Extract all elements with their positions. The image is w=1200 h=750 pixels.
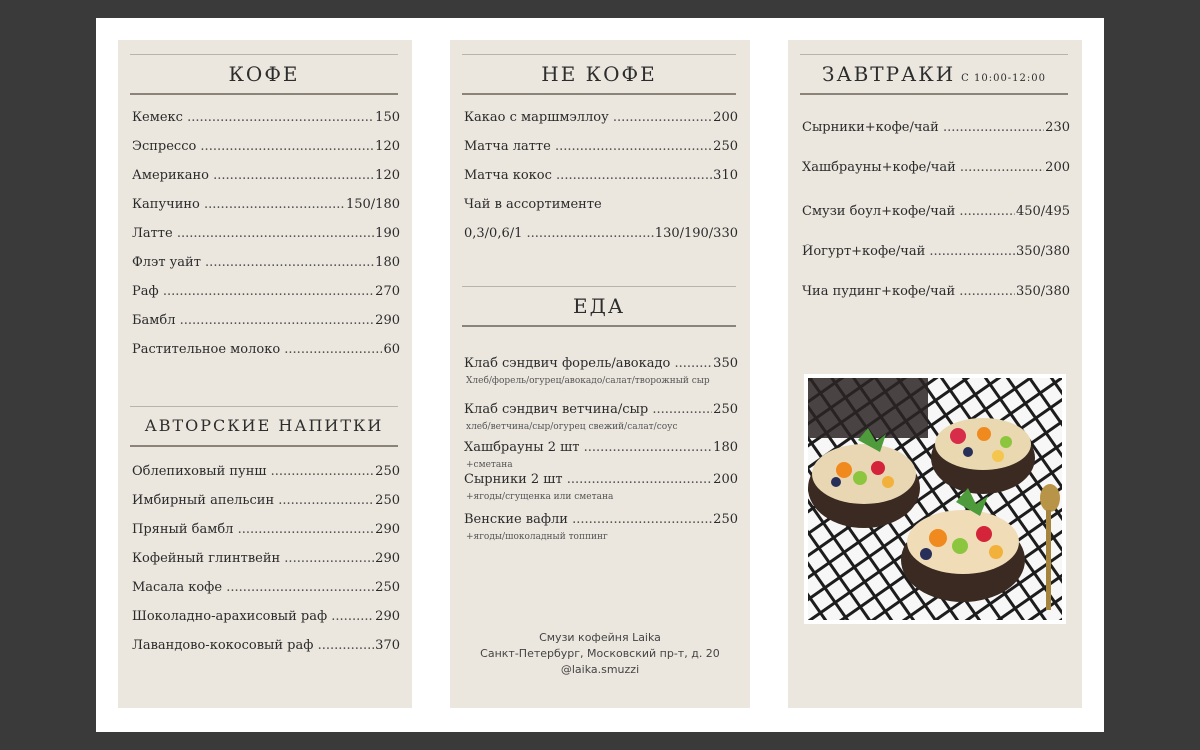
menu-item-desc: Хлеб/форель/огурец/авокадо/салат/творожный сыр (466, 376, 710, 386)
menu-item: Лавандово-кокосовый раф ..... 370 (132, 638, 400, 667)
menu-item: Облепиховый пунш ..... 250 (132, 464, 400, 493)
noncoffee-section-heading (462, 54, 736, 95)
menu-item: Масала кофе ..... 250 (132, 580, 400, 609)
menu-item: Матча кокос ..... 310 (464, 168, 738, 197)
coffee-section-heading (130, 54, 398, 95)
menu-item: Капучино ..... 150/180 (132, 197, 400, 226)
breakfast-hours: С 10:00-12:00 (961, 73, 1047, 84)
menu-item: Йогурт+кофе/чай ..... 350/380 (802, 244, 1070, 284)
menu-item: Имбирный апельсин ..... 250 (132, 493, 400, 522)
smoothie-bowl-photo (804, 374, 1066, 624)
noncoffee-list (464, 110, 738, 255)
menu-panel-noncoffee-food (450, 40, 750, 708)
signature-section-heading (130, 406, 398, 447)
menu-item: Хашбрауны 2 шт ..... 180 (464, 440, 738, 458)
breakfast-section-heading (800, 54, 1068, 95)
signature-title: АВТОРСКИЕ НАПИТКИ (144, 416, 384, 435)
menu-item: Бамбл ..... 290 (132, 313, 400, 342)
menu-item-desc: +сметана (466, 460, 513, 470)
menu-sheet (96, 18, 1104, 732)
menu-item: Кемекс ..... 150 (132, 110, 400, 139)
menu-item: Растительное молоко ..... 60 (132, 342, 400, 371)
breakfast-list (802, 120, 1070, 324)
menu-item: Венские вафли ..... 250 (464, 512, 738, 530)
menu-item: Хашбрауны+кофе/чай ..... 200 (802, 160, 1070, 204)
menu-item-desc: +ягоды/сгущенка или сметана (466, 492, 614, 502)
food-list (464, 356, 738, 544)
food-title: ЕДА (572, 294, 625, 318)
cafe-footer (450, 630, 750, 678)
noncoffee-title: НЕ КОФЕ (541, 62, 657, 86)
menu-item-desc: хлеб/ветчина/сыр/огурец свежий/салат/соус (466, 422, 678, 432)
menu-item-desc: +ягоды/шоколадный топпинг (466, 532, 608, 542)
menu-item: Шоколадно-арахисовый раф ..... 290 (132, 609, 400, 638)
menu-item: Сырники 2 шт ..... 200 (464, 472, 738, 490)
coffee-list (132, 110, 400, 371)
tea-label: Чай в ассортименте (464, 197, 602, 212)
menu-item: 0,3/0,6/1 ..... 130/190/330 (464, 226, 738, 255)
cafe-instagram: @laika.smuzzi (560, 663, 640, 676)
menu-item: Эспрессо ..... 120 (132, 139, 400, 168)
coffee-title: КОФЕ (228, 62, 300, 86)
menu-item: Кофейный глинтвейн ..... 290 (132, 551, 400, 580)
food-section-heading (462, 286, 736, 327)
menu-panel-breakfast (788, 40, 1082, 708)
menu-item: Пряный бамбл ..... 290 (132, 522, 400, 551)
menu-item: Сырники+кофе/чай ..... 230 (802, 120, 1070, 160)
menu-item: Чиа пудинг+кофе/чай ..... 350/380 (802, 284, 1070, 324)
menu-item: Раф ..... 270 (132, 284, 400, 313)
menu-item: Матча латте ..... 250 (464, 139, 738, 168)
signature-list (132, 464, 400, 667)
breakfast-title: ЗАВТРАКИ (821, 62, 956, 86)
smoothie-bowl-illustration (808, 378, 1062, 620)
cafe-name: Смузи кофейня Laika (539, 631, 661, 644)
menu-item: Клаб сэндвич ветчина/сыр ..... 250 (464, 402, 738, 420)
menu-item: Американо ..... 120 (132, 168, 400, 197)
menu-item: Какао с маршмэллоу ..... 200 (464, 110, 738, 139)
cafe-address: Санкт-Петербург, Московский пр-т, д. 20 (480, 647, 720, 660)
menu-panel-coffee (118, 40, 412, 708)
menu-item: Клаб сэндвич форель/авокадо ..... 350 (464, 356, 738, 374)
menu-item: Латте ..... 190 (132, 226, 400, 255)
menu-item: Смузи боул+кофе/чай ..... 450/495 (802, 204, 1070, 244)
menu-item: Флэт уайт ..... 180 (132, 255, 400, 284)
